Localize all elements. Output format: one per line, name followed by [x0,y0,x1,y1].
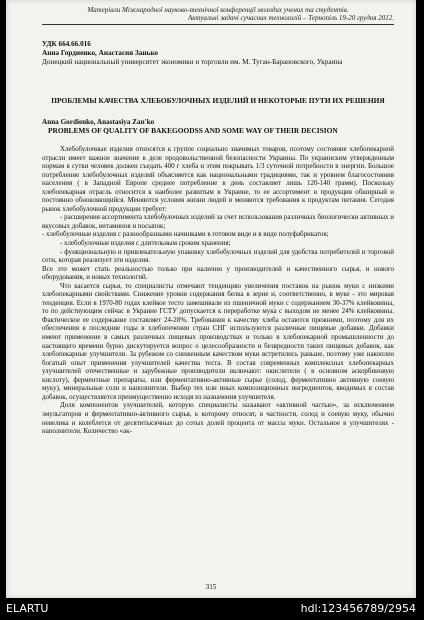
authors-en: Anna Gordienko, Anastasiya Zan'ko [42,118,155,126]
paragraph: - функциональную и привлекательную упаковку хлебобулочных изделий для удобства потребителей и торговой сети, которая реализует эти изделия. [42,247,394,265]
repository-label: ELARTU [6,602,49,615]
handle-label: hdl:123456789/2954 [300,602,416,615]
paragraph: Доля компонентов улучшителей, которую специалисты называют «активной частью», за исключением эмульгаторов и ферментативно-активного сырья, к которому относят, в частности, солод и соевую муку, обычно невелика и колеблется от десятитысячных до сотых долей процента от массы муки. Остальное в улучшителях - наполнители. Количество «ак- [42,401,394,436]
viewer-footer [0,598,424,620]
page-number: 315 [205,583,217,591]
paragraph: - хлебобулочные изделия с разнообразными начинками в готовом виде и в виде полуфабрикатов; [42,230,329,239]
article-body [42,145,394,436]
paragraph: - хлебобулочные изделия с длительным сроком хранения; [60,239,231,248]
paragraph: Что касается сырья, то специалисты отмечают тенденцию увеличения поставок на рынок муки с низкими хлебопекарными свойствами. Снижение уровня содержания белка в зерне и, соответственно, в муке - это мировая тенденция. Если в 1970-80 годах клейкое тесто замешивали из пшеничной муки с содержанием 30-37% клейковины, то по действующим сейчас в Украине ГСТУ допускается к переработке мука с выходом не менее 24% клейковины. Фактическое ее содержание составляет 24-28%. Требования к качеству хлеба остаются прежними, поэтому для их обеспечения в последние годы в хлебопечении стран СНГ используются различные пищевые добавки. Добавки имеют применение в самых различных пищевых производствах и только в хлебопекарной промышленности до настоящего времени бурно дискутируется вопрос о целесообразности и безвредности таких пищевых добавок, как хлебопекарные улучшители. За рубежом со сниженным качеством муки встретились раньше, поэтому уже накоплен богатый опыт применения улучшителей качества теста. В состав современных комплексных хлебопекарных улучшителей отечественные и зарубежные производители включают: окислители ( в основном аскорбиновую кислоту), ферментные препараты, или ферментативно-активные сырье (солод, ферментативно активную соевую муку), минеральные соли и наполнители. Выбор тех или иных композиционных ингредиентов, вводимых в состав добавок, осуществляется преимущественно исходя из назначения улучшителя. [42,281,394,401]
paragraph: - расширения ассортимента хлебобулочных изделий за счет использования различных биологически активных и вкусовых добавок, витаминов и посыпок; [42,213,394,230]
authors-ru: Анна Гордиенко, Анастасия Занько [42,49,158,57]
title-en: PROBLEMS OF QUALITY OF BAKEGOODSS AND SOME WAY OF THEIR DECISION [48,126,338,135]
paragraph: Все это может стать реальностью только при наличии у производителей и качественного сырья, и нового оборудования, и новых технологий. [42,264,394,282]
affiliation: Донецкий национальный университет экономики и торговли им. М. Туган-Барановского, Украина [42,58,343,66]
conference-header [42,6,394,25]
title-ru: ПРОБЛЕМЫ КАЧЕСТВА ХЛЕБОБУЛОЧНЫХ ИЗДЕЛИЙ И НЕКОТОРЫЕ ПУТИ ИХ РЕШЕНИЯ [51,96,385,105]
document-page [6,0,416,598]
paragraph: Хлебобулочные изделия относятся к группе социально значимых товаров, поэтому состояние хлебопекарной отрасли имеет важное значение в деле продовольственной безопасности Украины. По украинским утвержденным нормам в сутки человек должен съедать 400 г хлеба и этим покрывать 1/3 суточной потребности в энергии. Большое потребление хлебобулочных изделий объясняется как национальными традициями, так и уровнем благосостояния населения ( в Западной Европе среднее потребление в день составляет лишь 120-140 грамм). Поскольку хлебопекарная отрасль относится к наиболее развитым в Украине, то ее ассортимент и продукция обширный и постоянно обновляющийся. Меняются условия жизни людей и меняются требования к продуктам питания. Сегодня рынок хлебобулочной продукции требует: [42,145,394,213]
udk-code: УДК 664.66.016 [42,40,91,48]
header-line-2: Актуальні задачі сучасних технологій – Тернопіль 19-20 грудня 2012. [187,14,394,22]
header-line-1: Матеріали Міжнародної науково-технічної конференції молодих учених та студентів. [87,6,349,14]
